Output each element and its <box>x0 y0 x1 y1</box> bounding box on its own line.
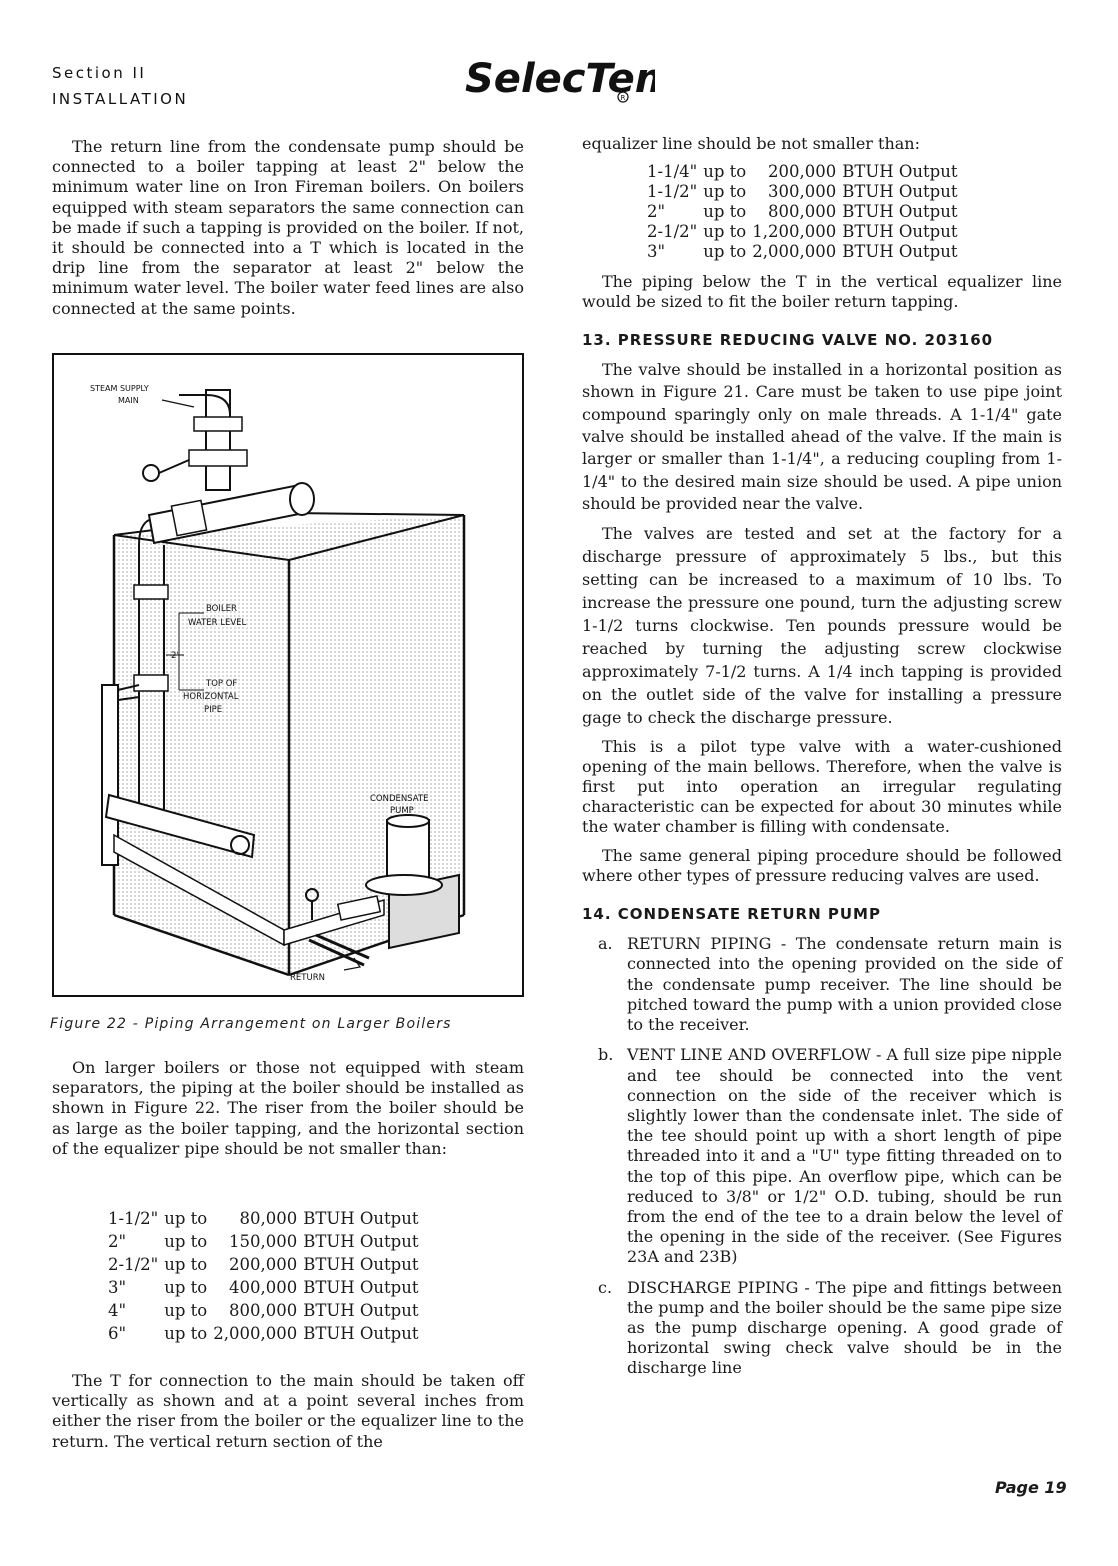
size-cell: 2-1/2" <box>108 1255 159 1274</box>
list-item-label: a. <box>598 934 613 954</box>
list-item <box>582 1278 1062 1379</box>
piping-diagram <box>54 355 521 994</box>
size-cell: 4" <box>108 1301 127 1320</box>
btuh-table-right <box>647 162 1062 262</box>
right-column <box>582 134 1062 1379</box>
label-main: MAIN <box>118 396 139 405</box>
size-cell: 6" <box>108 1324 127 1343</box>
selectemp-logo <box>465 50 655 116</box>
btuh-table-left <box>108 1207 424 1345</box>
paragraph: The valves are tested and set at the factory for a discharge pressure of approximately 5 lbs., but this setting can be increased to a maximum of 10 lbs. To increase the pressure one pound, turn the adjusting screw 1-1/2 turns clockwise. Ten pounds pressure would be reached by turning the adjusting screw clockwise approximately 7-1/2 turns. A 1/4 inch tapping is provided on the outlet side of the valve for installing a pressure gage to check the discharge pressure. <box>582 523 1062 727</box>
unit-cell: BTUH Output <box>303 1232 419 1251</box>
value-cell: 400,000 <box>228 1278 298 1297</box>
list-item <box>582 1045 1062 1267</box>
unit-cell: BTUH Output <box>842 202 958 222</box>
value-cell: 2,000,000 <box>213 1324 298 1343</box>
unit-cell: BTUH Output <box>842 222 958 242</box>
upto-cell: up to <box>164 1255 208 1274</box>
label-return: RETURN <box>290 973 325 983</box>
unit-cell: BTUH Output <box>842 242 958 262</box>
table-row <box>108 1207 424 1230</box>
label-condensate: CONDENSATE <box>370 794 429 804</box>
section-header <box>52 60 188 112</box>
value-cell: 800,000 <box>767 202 837 222</box>
unit-cell: BTUH Output <box>303 1324 419 1343</box>
value-cell: 300,000 <box>767 182 837 202</box>
label-horizontal: HORIZONTAL <box>183 692 239 702</box>
upto-cell: up to <box>164 1301 208 1320</box>
value-cell: 800,000 <box>228 1301 298 1320</box>
pump-items <box>582 934 1062 1378</box>
label-pipe: PIPE <box>204 705 223 715</box>
label-steam-supply: STEAM SUPPLY <box>90 384 149 393</box>
size-cell: 1-1/2" <box>108 1209 159 1228</box>
value-cell: 1,200,000 <box>752 222 837 242</box>
value-cell: 200,000 <box>767 162 837 182</box>
table-row <box>108 1230 424 1253</box>
size-cell: 2-1/2" <box>647 222 698 242</box>
list-item <box>582 934 1062 1035</box>
unit-cell: BTUH Output <box>842 162 958 182</box>
label-pump: PUMP <box>390 806 414 816</box>
paragraph: The T for connection to the main should be taken off vertically as shown and at a point several inches from either the riser from the boiler or the equalizer line to the return. The vertical return section of the <box>52 1371 524 1451</box>
section-title: INSTALLATION <box>52 90 189 108</box>
value-cell: 200,000 <box>228 1255 298 1274</box>
size-cell: 2" <box>108 1232 127 1251</box>
unit-cell: BTUH Output <box>842 182 958 202</box>
label-two-inch: 2" <box>171 651 181 661</box>
upto-cell: up to <box>703 222 747 242</box>
upto-cell: up to <box>703 162 747 182</box>
table-row <box>647 242 963 262</box>
upto-cell: up to <box>164 1278 208 1297</box>
table-row <box>108 1322 424 1345</box>
label-top-of: TOP OF <box>206 679 238 689</box>
paragraph: The valve should be installed in a horizontal position as shown in Figure 21. Care must be taken to use pipe joint compound sparingly only on male threads. A 1-1/4" gate valve should be installed ahead of the valve. If the main is larger or smaller than 1-1/4", a reducing coupling from 1-1/4" to the desired main size should be used. A pipe union should be provided near the valve. <box>582 359 1062 514</box>
paragraph: On larger boilers or those not equipped with steam separators, the piping at the boiler should be installed as shown in Figure 22. The riser from the boiler should be as large as the boiler tapping, and the horizontal section of the equalizer pipe should be not smaller than: <box>52 1058 524 1158</box>
value-cell: 2,000,000 <box>752 242 837 262</box>
list-item-label: b. <box>598 1045 614 1065</box>
table-row <box>647 182 963 202</box>
logo-text: SelecTe <box>465 56 635 102</box>
upto-cell: up to <box>164 1324 208 1343</box>
paragraph: The return line from the condensate pump should be connected to a boiler tapping at least 2" below the minimum water line on Iron Fireman boilers. On boilers equipped with steam separators the same connection can be made if such a tapping is provided on the boiler. If not, it should be connected into a T which is located in the drip line from the separator at least 2" below the minimum water level. The boiler water feed lines are also connected at the same points. <box>52 137 524 318</box>
figure-22 <box>52 353 524 997</box>
list-item-label: c. <box>598 1277 613 1297</box>
table-row <box>108 1299 424 1322</box>
upto-cell: up to <box>703 202 747 222</box>
label-boiler: BOILER <box>206 604 237 614</box>
upto-cell: up to <box>703 242 747 262</box>
page-number: Page 19 <box>995 1478 1067 1497</box>
list-item-text: VENT LINE AND OVERFLOW - A full size pipe nipple and tee should be connected into the vent connection on the side of the receiver which is slightly lower than the condensate inlet. The side of the tee should point up with a short length of pipe threaded into it and a "U" type fitting threaded on to the top of this pipe. An overflow pipe, which can be reduced to 3/8" or 1/2" O.D. tubing, should be run from the end of the tee to a drain below the level of the opening in the side of the receiver. (See Figures 23A and 23B) <box>627 1045 1062 1267</box>
value-cell: 150,000 <box>228 1232 298 1251</box>
paragraph: This is a pilot type valve with a water-cushioned opening of the main bellows. Therefore, when the valve is first put into operation an irregular regulating characteristic can be expected for about 30 minutes while the water chamber is filling with condensate. <box>582 736 1062 837</box>
left-intro <box>52 137 524 319</box>
svg-text:R: R <box>620 94 626 102</box>
section-14-heading: 14. CONDENSATE RETURN PUMP <box>582 905 881 924</box>
left-lower <box>52 1058 524 1159</box>
list-item-text: DISCHARGE PIPING - The pipe and fittings between the pump and the boiler should be the same pipe size as the pump discharge opening. A good grade of horizontal swing check valve should be in the discharge line <box>627 1277 1062 1378</box>
table-row <box>647 162 963 182</box>
table-row <box>647 222 963 242</box>
figure-caption: Figure 22 - Piping Arrangement on Larger Boilers <box>50 1016 452 1032</box>
size-cell: 2" <box>647 202 666 222</box>
paragraph: The piping below the T in the vertical equalizer line would be sized to fit the boiler return tapping. <box>582 272 1062 312</box>
label-water-level: WATER LEVEL <box>188 618 247 628</box>
size-cell: 1-1/4" <box>647 162 698 182</box>
unit-cell: BTUH Output <box>303 1255 419 1274</box>
upto-cell: up to <box>703 182 747 202</box>
paragraph: The same general piping procedure should be followed where other types of pressure reducing valves are used. <box>582 845 1062 885</box>
section-13-heading: 13. PRESSURE REDUCING VALVE NO. 203160 <box>582 330 994 349</box>
size-cell: 3" <box>647 242 666 262</box>
upto-cell: up to <box>164 1209 208 1228</box>
section-number: Section II <box>52 64 147 82</box>
unit-cell: BTUH Output <box>303 1301 419 1320</box>
table-row <box>108 1276 424 1299</box>
list-item-text: RETURN PIPING - The condensate return main is connected into the opening provided on the side of the condensate pump receiver. The line should be pitched toward the pump with a union provided close to the receiver. <box>627 934 1062 1035</box>
table-row <box>108 1253 424 1276</box>
left-bottom <box>52 1371 524 1452</box>
size-cell: 3" <box>108 1278 127 1297</box>
paragraph: equalizer line should be not smaller than: <box>582 134 920 153</box>
value-cell: 80,000 <box>239 1209 298 1228</box>
table-row <box>647 202 963 222</box>
size-cell: 1-1/2" <box>647 182 698 202</box>
unit-cell: BTUH Output <box>303 1209 419 1228</box>
unit-cell: BTUH Output <box>303 1278 419 1297</box>
upto-cell: up to <box>164 1232 208 1251</box>
